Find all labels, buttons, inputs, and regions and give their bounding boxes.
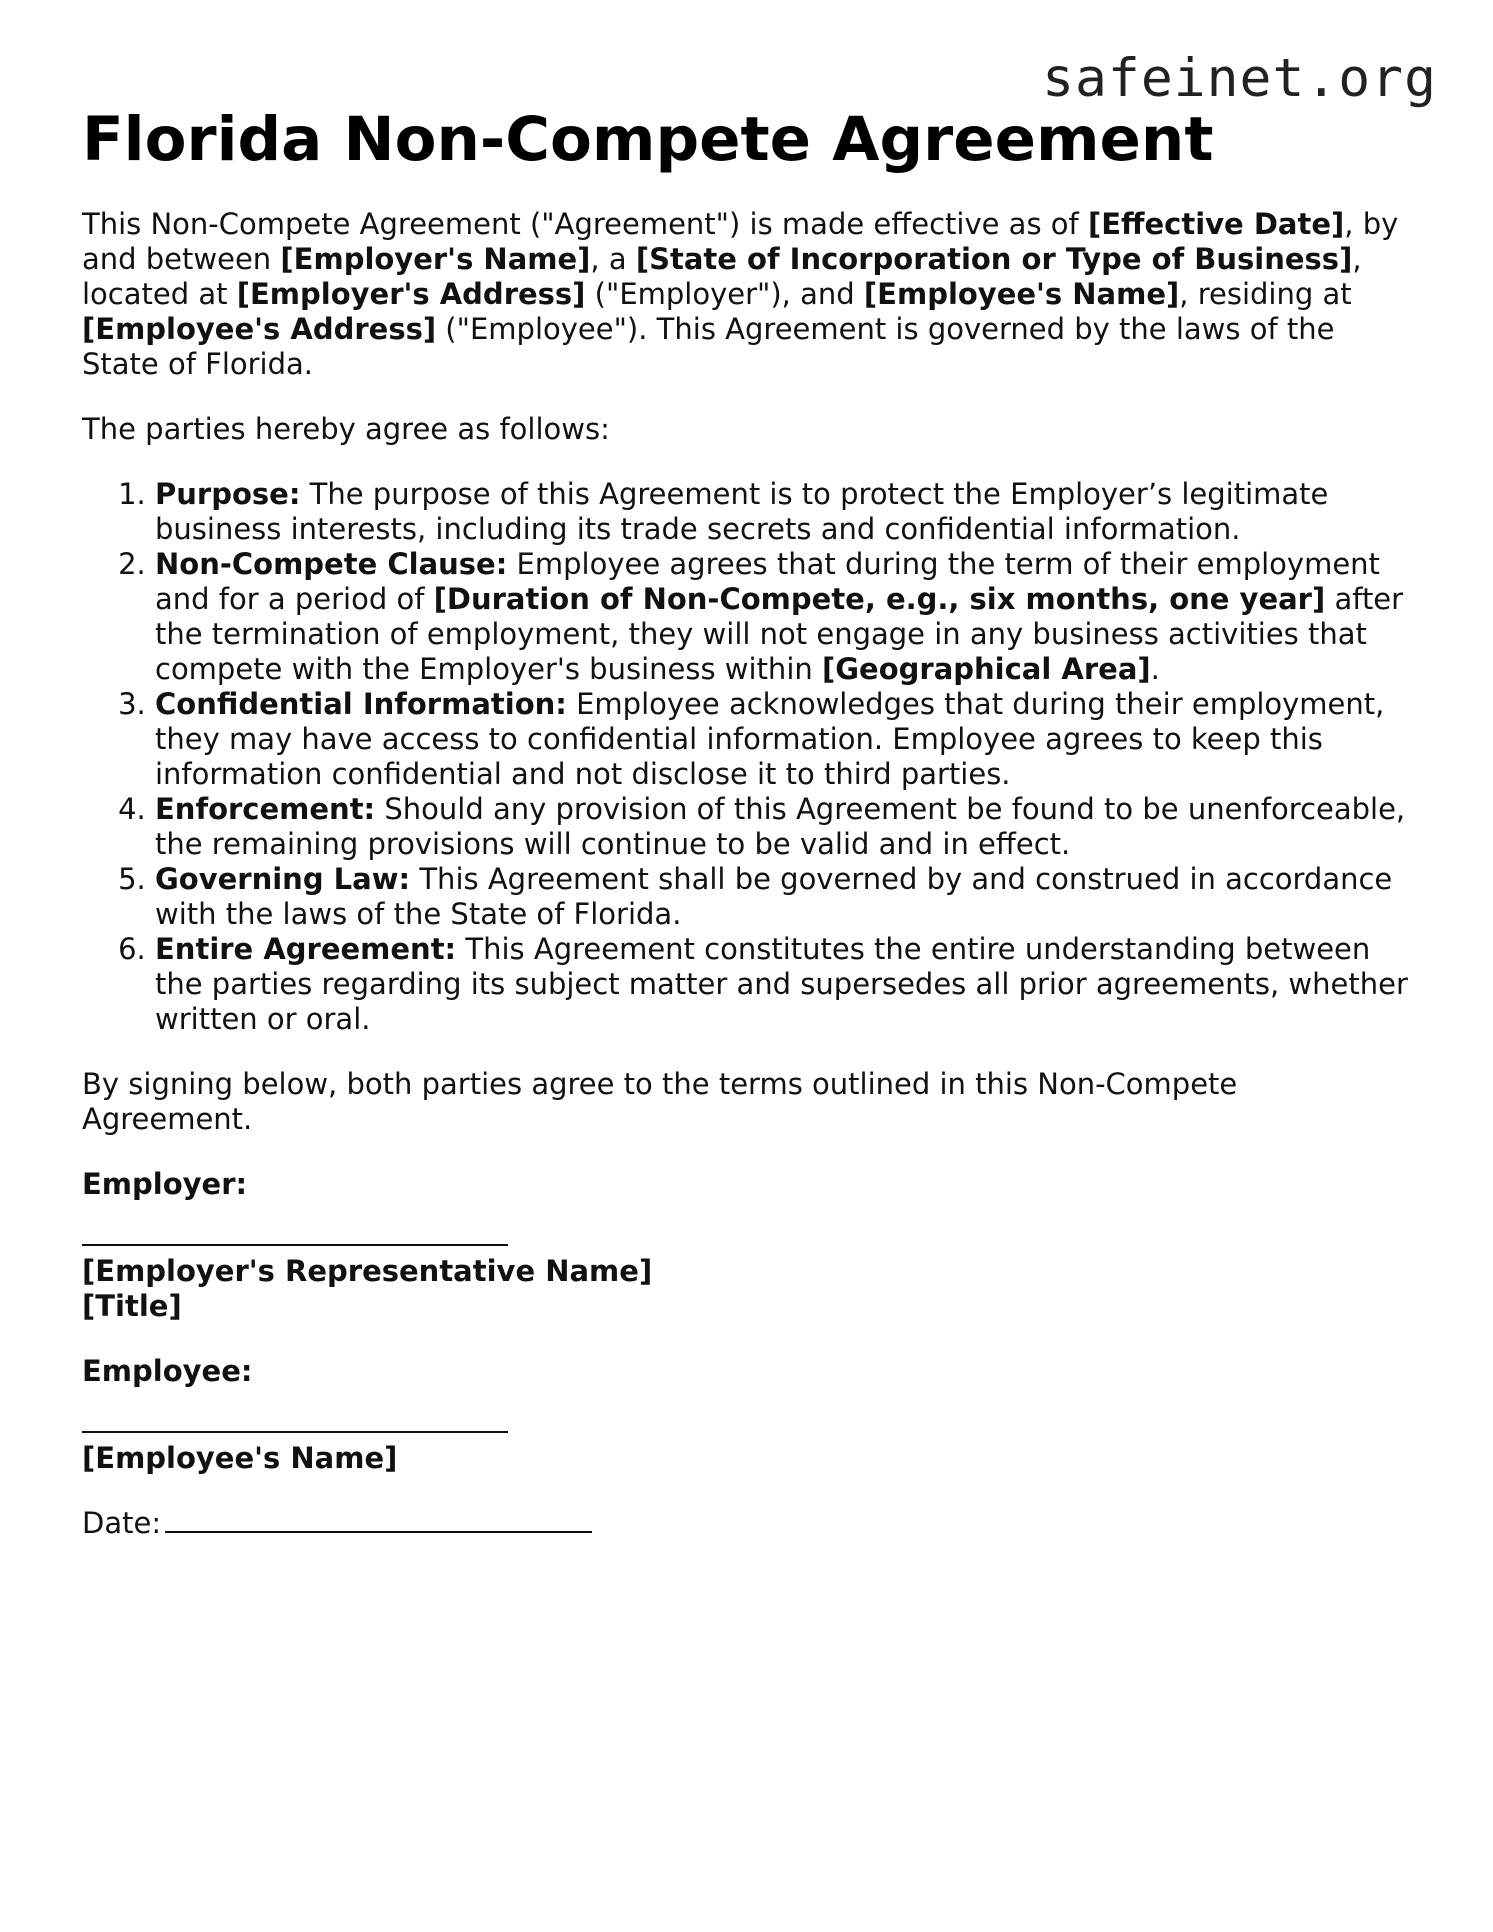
employee-signature-name: [Employee's Name] xyxy=(82,1441,398,1475)
duration-placeholder: [Duration of Non-Compete, e.g., six months, one year] xyxy=(433,582,1326,616)
date-label: Date: xyxy=(82,1506,162,1540)
clause-enforcement: 4. Enforcement: Should any provision of this Agreement be found to be unenforceable, the remaining provisions will continue to be valid and in effect. xyxy=(155,792,1412,862)
document-page xyxy=(82,100,1412,1541)
state-incorporation-placeholder: [State of Incorporation or Type of Business] xyxy=(635,242,1353,276)
employee-address-placeholder: [Employee's Address] xyxy=(82,312,437,346)
employee-name-placeholder: [Employee's Name] xyxy=(863,277,1180,311)
document-title: Florida Non-Compete Agreement xyxy=(82,104,1214,175)
date-line[interactable] xyxy=(165,1530,592,1533)
employer-name-placeholder: [Employer's Name] xyxy=(280,242,591,276)
employer-title: [Title] xyxy=(82,1289,182,1323)
effective-date-placeholder: [Effective Date] xyxy=(1087,207,1345,241)
employee-label: Employee: xyxy=(82,1354,253,1388)
date-row xyxy=(82,1506,1412,1541)
watermark: safeinet.org xyxy=(1042,48,1437,109)
clause-confidential-information: 3. Confidential Information: Employee acknowledges that during their employment, they may have access to confidential information. Employee agrees to keep this information confidential and not disclose it to third parties. xyxy=(155,687,1412,792)
intro-paragraph: This Non-Compete Agreement ("Agreement") is made effective as of [Effective Date], by and between [Employer's Name], a [State of Incorporation or Type of Business], located at [Employer's Address] ("Employer"), and [Employee's Name], residing at [Employee's Address] ("Employee"). This Agreement is governed by the laws of the State of Florida. xyxy=(82,207,1399,381)
clause-governing-law: 5. Governing Law: This Agreement shall be governed by and construed in accordance with the laws of the State of Florida. xyxy=(155,862,1412,932)
clauses-list xyxy=(82,477,1412,1037)
geographical-area-placeholder: [Geographical Area] xyxy=(821,652,1151,686)
employer-label: Employer: xyxy=(82,1167,248,1201)
employee-signature-line[interactable] xyxy=(82,1431,508,1433)
employer-representative-name: [Employer's Representative Name] xyxy=(82,1254,653,1288)
employer-address-placeholder: [Employer's Address] xyxy=(236,277,586,311)
clause-purpose: 1. Purpose: The purpose of this Agreement is to protect the Employer’s legitimate business interests, including its trade secrets and confidential information. xyxy=(155,477,1412,547)
closing-paragraph: By signing below, both parties agree to the terms outlined in this Non-Compete Agreement. xyxy=(82,1067,1238,1136)
clause-non-compete: 2. Non-Compete Clause: Employee agrees that during the term of their employment and for a period of [Duration of Non-Compete, e.g., six months, one year] after the termination of employment, they will not engage in any business activities that compete with the Employer's business within [Geographical Area]. xyxy=(155,547,1412,687)
clause-entire-agreement: 6. Entire Agreement: This Agreement constitutes the entire understanding between the parties regarding its subject matter and supersedes all prior agreements, whether written or oral. xyxy=(155,932,1412,1037)
parties-statement: The parties hereby agree as follows: xyxy=(82,412,610,446)
employer-signature-line[interactable] xyxy=(82,1244,508,1246)
